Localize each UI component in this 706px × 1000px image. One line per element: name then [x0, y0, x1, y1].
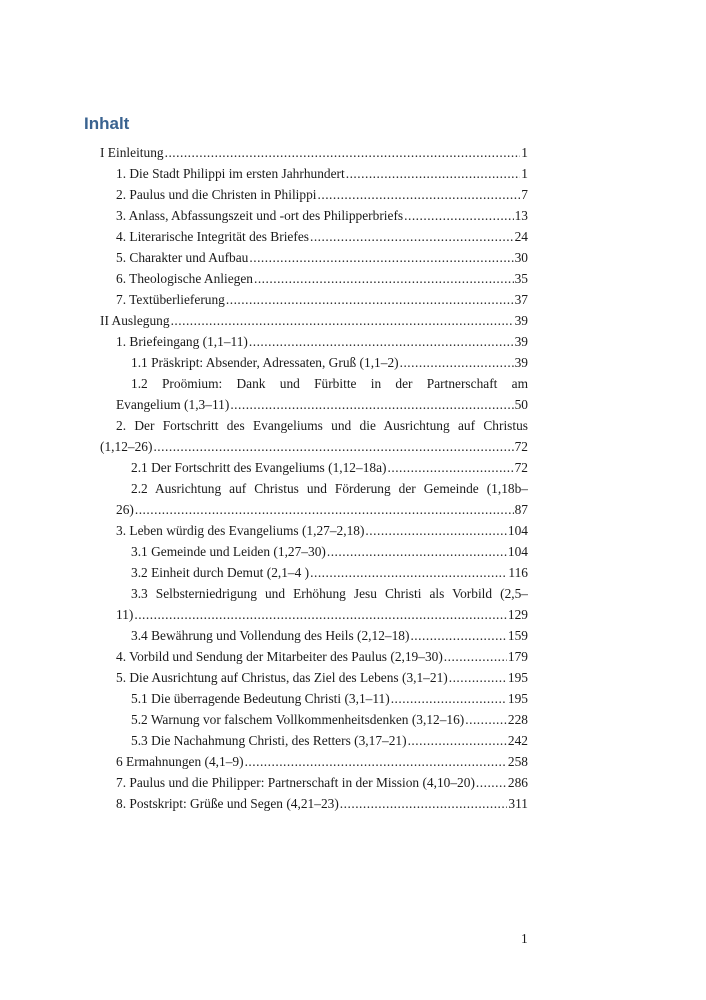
toc-entry-title: 11): [116, 607, 134, 622]
toc-entry-title: 6. Theologische Anliegen: [116, 271, 253, 286]
toc-entry-page: 195: [507, 670, 528, 685]
toc-entry[interactable]: [100, 751, 528, 772]
toc-entry-title: 3. Anlass, Abfassungszeit und -ort des Philipperbriefs: [116, 208, 404, 223]
toc-entry[interactable]: [100, 793, 528, 814]
toc-entry[interactable]: [100, 184, 528, 205]
table-of-contents: [100, 142, 528, 814]
leader-dots: [226, 289, 514, 310]
leader-dots: [249, 247, 513, 268]
toc-entry[interactable]: [100, 772, 528, 793]
leader-dots: [400, 352, 514, 373]
toc-entry-page: 159: [507, 628, 528, 643]
toc-entry-title: 6 Ermahnungen (4,1–9): [116, 754, 244, 769]
toc-entry-page: 13: [514, 208, 528, 223]
toc-entry-title: 1. Briefeingang (1,1–11): [116, 334, 248, 349]
toc-entry-wrapped-line[interactable]: 2.2 Ausrichtung auf Christus und Förderung der Gemeinde (1,18b–: [131, 481, 528, 496]
toc-entry-title: 4. Vorbild und Sendung der Mitarbeiter des Paulus (2,19–30): [116, 649, 443, 664]
toc-entry[interactable]: [100, 457, 528, 478]
toc-entry-title: 5. Charakter und Aufbau: [116, 250, 249, 265]
toc-entry-wrapped-line[interactable]: 1.2 Proömium: Dank und Fürbitte in der Partnerschaft am: [131, 376, 528, 391]
leader-dots: [249, 331, 514, 352]
toc-entry-page: 179: [507, 649, 528, 664]
toc-entry[interactable]: [100, 268, 528, 289]
toc-entry-title: 26): [116, 502, 134, 517]
toc-entry[interactable]: [100, 310, 528, 331]
toc-entry-page: 87: [514, 502, 528, 517]
toc-entry-title: 3. Leben würdig des Evangeliums (1,27–2,18): [116, 523, 365, 538]
toc-entry-title: 5. Die Ausrichtung auf Christus, das Ziel des Lebens (3,1–21): [116, 670, 448, 685]
leader-dots: [310, 226, 514, 247]
leader-dots: [153, 436, 513, 457]
leader-dots: [449, 667, 507, 688]
toc-entry-page: 35: [514, 271, 528, 286]
leader-dots: [310, 562, 507, 583]
toc-entry-page: 39: [514, 355, 528, 370]
toc-entry-title: 7. Paulus und die Philipper: Partnerschaft in der Mission (4,10–20): [116, 775, 475, 790]
toc-entry-page: 39: [514, 313, 528, 328]
toc-entry[interactable]: [100, 520, 528, 541]
leader-dots: [388, 457, 514, 478]
toc-entry-page: 37: [514, 292, 528, 307]
toc-entry-title: 2.1 Der Fortschritt des Evangeliums (1,12–18a): [131, 460, 387, 475]
toc-entry[interactable]: [100, 541, 528, 562]
leader-dots: [230, 394, 513, 415]
toc-entry[interactable]: [100, 688, 528, 709]
toc-entry-wrapped-line[interactable]: 2. Der Fortschritt des Evangeliums und die Ausrichtung auf Christus: [116, 418, 528, 433]
toc-heading: Inhalt: [84, 114, 130, 133]
toc-entry-title: (1,12–26): [100, 439, 153, 454]
toc-entry[interactable]: [100, 562, 528, 583]
leader-dots: [465, 709, 507, 730]
leader-dots: [245, 751, 507, 772]
toc-entry-title: Evangelium (1,3–11): [116, 397, 230, 412]
leader-dots: [165, 142, 521, 163]
toc-entry-page: 311: [508, 796, 528, 811]
toc-entry-page: 286: [507, 775, 528, 790]
toc-entry[interactable]: [100, 730, 528, 751]
toc-entry-page: 242: [507, 733, 528, 748]
leader-dots: [340, 793, 508, 814]
toc-entry-title: I Einleitung: [100, 145, 164, 160]
leader-dots: [171, 310, 514, 331]
page-number: 1: [521, 931, 528, 946]
toc-entry-page: 104: [507, 523, 528, 538]
toc-entry[interactable]: [100, 646, 528, 667]
toc-entry-page: 39: [514, 334, 528, 349]
toc-entry-page: 50: [514, 397, 528, 412]
toc-entry-page: 1: [521, 145, 528, 160]
toc-entry-page: 1: [521, 166, 528, 181]
leader-dots: [327, 541, 507, 562]
toc-entry[interactable]: [100, 604, 528, 625]
toc-entry-wrapped-line[interactable]: 3.3 Selbsterniedrigung und Erhöhung Jesu Christi als Vorbild (2,5–: [131, 586, 528, 601]
toc-entry-page: 195: [507, 691, 528, 706]
leader-dots: [135, 499, 514, 520]
toc-entry[interactable]: [100, 289, 528, 310]
toc-entry[interactable]: [100, 436, 528, 457]
toc-entry[interactable]: [100, 709, 528, 730]
toc-entry-title: 3.4 Bewährung und Vollendung des Heils (2,12–18): [131, 628, 410, 643]
toc-entry[interactable]: [100, 163, 528, 184]
toc-entry-title: 3.2 Einheit durch Demut (2,1–4 ): [131, 565, 310, 580]
toc-entry-title: 4. Literarische Integrität des Briefes: [116, 229, 309, 244]
toc-entry-page: 7: [521, 187, 528, 202]
toc-entry[interactable]: [100, 499, 528, 520]
toc-entry[interactable]: [100, 352, 528, 373]
toc-entry-title: 2. Paulus und die Christen in Philippi: [116, 187, 317, 202]
toc-entry-page: 72: [514, 439, 528, 454]
leader-dots: [404, 205, 513, 226]
leader-dots: [408, 730, 507, 751]
toc-entry[interactable]: [100, 226, 528, 247]
leader-dots: [254, 268, 514, 289]
toc-entry-title: 5.3 Die Nachahmung Christi, des Retters (3,17–21): [131, 733, 407, 748]
toc-entry-title: 5.2 Warnung vor falschem Vollkommenheitsdenken (3,12–16): [131, 712, 465, 727]
toc-entry-title: II Auslegung: [100, 313, 170, 328]
toc-entry-page: 72: [514, 460, 528, 475]
toc-entry[interactable]: [100, 394, 528, 415]
toc-entry-page: 258: [507, 754, 528, 769]
leader-dots: [318, 184, 521, 205]
toc-entry[interactable]: [100, 625, 528, 646]
toc-entry-page: 104: [507, 544, 528, 559]
toc-entry[interactable]: [100, 667, 528, 688]
leader-dots: [410, 625, 506, 646]
toc-entry-title: 8. Postskript: Grüße und Segen (4,21–23): [116, 796, 339, 811]
leader-dots: [444, 646, 507, 667]
leader-dots: [346, 163, 521, 184]
toc-entry-page: 24: [514, 229, 528, 244]
toc-entry-title: 1. Die Stadt Philippi im ersten Jahrhundert: [116, 166, 345, 181]
leader-dots: [365, 520, 506, 541]
toc-entry[interactable]: [100, 142, 528, 163]
leader-dots: [391, 688, 507, 709]
toc-entry-page: 30: [514, 250, 528, 265]
toc-entry[interactable]: [100, 205, 528, 226]
toc-entry-page: 116: [508, 565, 528, 580]
toc-entry-title: 7. Textüberlieferung: [116, 292, 225, 307]
toc-entry-title: 3.1 Gemeinde und Leiden (1,27–30): [131, 544, 326, 559]
leader-dots: [134, 604, 507, 625]
toc-entry[interactable]: [100, 247, 528, 268]
toc-entry-title: 5.1 Die überragende Bedeutung Christi (3,1–11): [131, 691, 390, 706]
toc-entry-title: 1.1 Präskript: Absender, Adressaten, Gruß (1,1–2): [131, 355, 399, 370]
toc-entry-page: 228: [507, 712, 528, 727]
leader-dots: [476, 772, 507, 793]
toc-entry[interactable]: [100, 331, 528, 352]
toc-entry-page: 129: [507, 607, 528, 622]
